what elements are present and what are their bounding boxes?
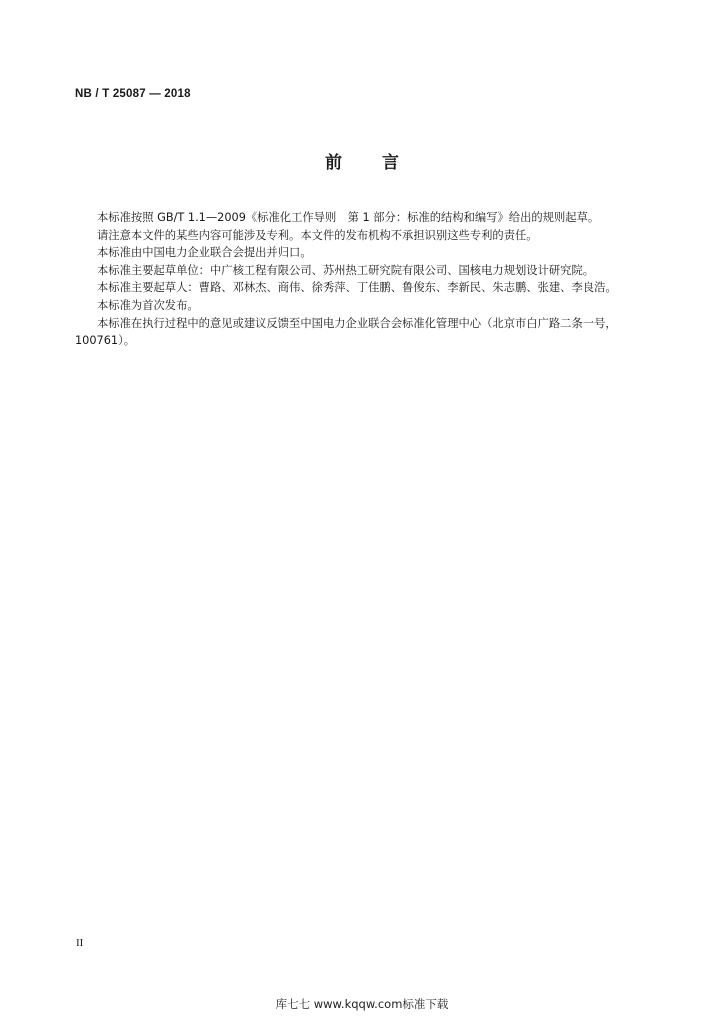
document-code: NB / T 25087 — 2018 — [75, 88, 191, 100]
paragraph-patent-notice: 请注意本文件的某些内容可能涉及专利。本文件的发布机构不承担识别这些专利的责任。 — [97, 228, 538, 242]
paragraph-feedback: 本标准在执行过程中的意见或建议反馈至中国电力企业联合会标准化管理中心（北京市白广路二条一号，100761）。 — [75, 316, 617, 348]
paragraph-drafters: 本标准主要起草人：曹路、邓林杰、商伟、徐秀萍、丁佳鹏、鲁俊东、李新民、朱志鹏、张建、李良浩。 — [97, 281, 617, 295]
paragraph-proposer: 本标准由中国电力企业联合会提出并归口。 — [97, 246, 312, 260]
page-title — [0, 148, 724, 173]
foreword-body — [75, 209, 661, 350]
title-char-2: 言 — [382, 153, 399, 173]
site-watermark: 库七七 www.kqqw.com标准下载 — [275, 997, 449, 1011]
page-number: II — [76, 937, 84, 949]
title-char-1: 前 — [325, 153, 342, 173]
paragraph-first-release: 本标准为首次发布。 — [97, 298, 199, 312]
paragraph-drafting-units: 本标准主要起草单位：中广核工程有限公司、苏州热工研究院有限公司、国核电力规划设计研究院。 — [97, 263, 595, 277]
paragraph-drafting-rules: 本标准按照 GB/T 1.1—2009《标准化工作导则 第 1 部分：标准的结构和编写》给出的规则起草。 — [97, 211, 600, 224]
